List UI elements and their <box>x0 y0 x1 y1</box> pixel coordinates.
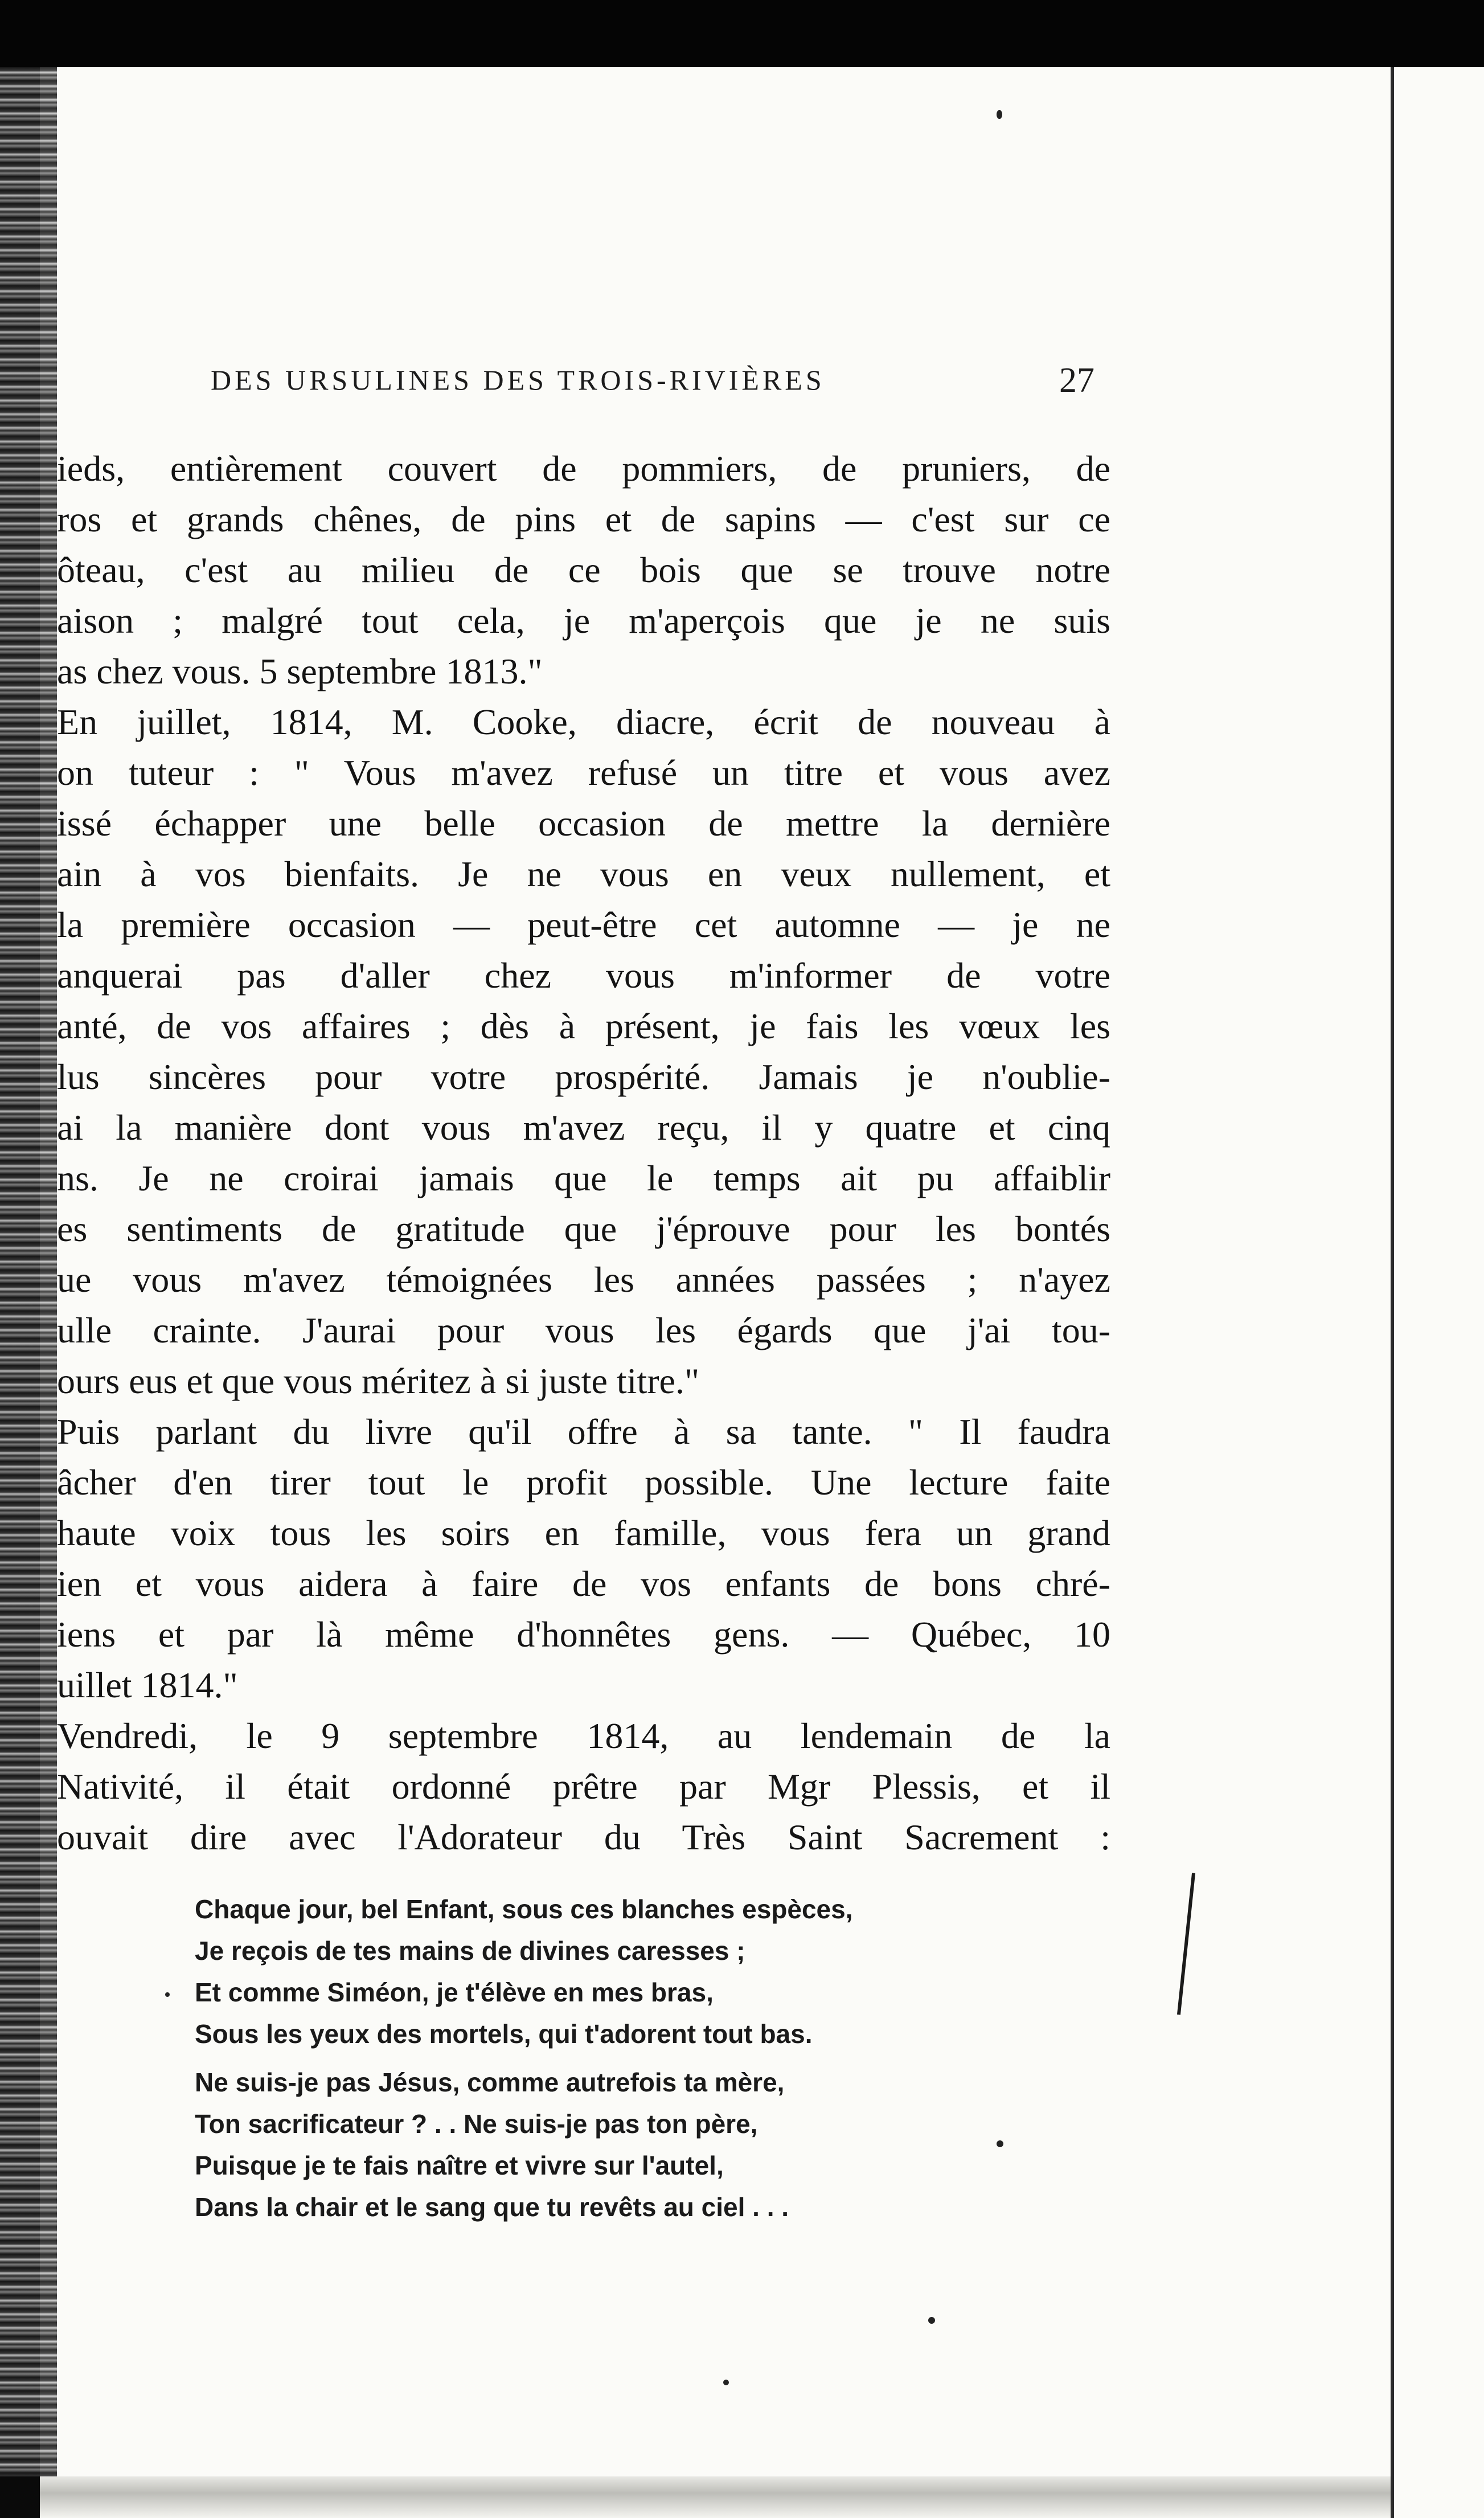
text-line: ue vous m'avez témoignées les années passées ; n'ayez <box>57 1259 1110 1300</box>
text-line: ieds, entièrement couvert de pommiers, de pruniers, de <box>57 448 1110 489</box>
text-line: ouvait dire avec l'Adorateur du Très Saint Sacrement : <box>57 1817 1110 1857</box>
text-line: ai la manière dont vous m'avez reçu, il y quatre et cinq <box>57 1107 1110 1148</box>
text-line: ns. Je ne croirai jamais que le temps ait pu affaiblir <box>57 1158 1110 1198</box>
text-line: es sentiments de gratitude que j'éprouve pour les bontés <box>57 1209 1110 1249</box>
verse-line: Ne suis-je pas Jésus, comme autrefois ta mère, <box>195 2067 785 2097</box>
scan-speck <box>928 2317 935 2324</box>
text-line: ien et vous aidera à faire de vos enfants de bons chré- <box>57 1563 1110 1604</box>
text-line: iens et par là même d'honnêtes gens. — Québec, 10 <box>57 1614 1110 1655</box>
running-head: DES URSULINES DES TROIS-RIVIÈRES <box>211 364 825 396</box>
text-line: ours eus et que vous méritez à si juste titre." <box>57 1361 700 1401</box>
text-line: Nativité, il était ordonné prêtre par Mgr Plessis, et il <box>57 1766 1110 1807</box>
text-line: ôteau, c'est au milieu de ce bois que se trouve notre <box>57 550 1110 590</box>
text-line: ain à vos bienfaits. Je ne vous en veux nullement, et <box>57 854 1110 894</box>
verse-line: Je reçois de tes mains de divines caresses ; <box>195 1936 745 1966</box>
text-line: ulle crainte. J'aurai pour vous les égards que j'ai tou- <box>57 1310 1110 1350</box>
scan-border-top <box>0 0 1484 68</box>
text-line: Puis parlant du livre qu'il offre à sa tante. " Il faudra <box>57 1411 1110 1452</box>
text-line: la première occasion — peut-être cet automne — je ne <box>57 904 1110 945</box>
scan-speck <box>997 2140 1003 2147</box>
text-line: uillet 1814." <box>57 1665 238 1705</box>
page-right-margin <box>1391 67 1484 2518</box>
text-line: ros et grands chênes, de pins et de sapins — c'est sur ce <box>57 499 1110 539</box>
scan-scratch <box>1177 1873 1195 2015</box>
verse-stanza-2 <box>195 2062 789 2228</box>
text-line: aison ; malgré tout cela, je m'aperçois que je ne suis <box>57 600 1110 641</box>
scan-speck <box>723 2380 729 2385</box>
verse-stanza-1 <box>195 1889 853 2055</box>
text-line: Vendredi, le 9 septembre 1814, au lendemain de la <box>57 1715 1110 1756</box>
text-line: on tuteur : " Vous m'avez refusé un titre et vous avez <box>57 752 1110 793</box>
page-number: 27 <box>1059 361 1094 400</box>
page-binding-edge <box>0 67 57 2476</box>
page-bottom-edge <box>40 2476 1391 2518</box>
verse-line: Et comme Siméon, je t'élève en mes bras, <box>195 1977 714 2007</box>
text-line: issé échapper une belle occasion de mettre la dernière <box>57 803 1110 844</box>
scan-speck <box>165 1992 170 1997</box>
text-line: anté, de vos affaires ; dès à présent, je fais les vœux les <box>57 1006 1110 1046</box>
body-text <box>57 443 1110 1862</box>
text-line: lus sincères pour votre prospérité. Jamais je n'oublie- <box>57 1057 1110 1097</box>
verse-line: Sous les yeux des mortels, qui t'adorent tout bas. <box>195 2019 813 2049</box>
book-page <box>40 67 1391 2476</box>
verse-line: Chaque jour, bel Enfant, sous ces blanches espèces, <box>195 1894 853 1924</box>
text-line: âcher d'en tirer tout le profit possible. Une lecture faite <box>57 1462 1110 1502</box>
verse-line: Ton sacrificateur ? . . Ne suis-je pas ton père, <box>195 2109 758 2139</box>
text-line: as chez vous. 5 septembre 1813." <box>57 651 543 691</box>
text-line: anquerai pas d'aller chez vous m'informer de votre <box>57 955 1110 996</box>
scan-speck <box>997 110 1002 119</box>
verse-line: Dans la chair et le sang que tu revêts au ciel . . . <box>195 2192 789 2222</box>
text-line: haute voix tous les soirs en famille, vous fera un grand <box>57 1513 1110 1553</box>
verse-line: Puisque je te fais naître et vivre sur l'autel, <box>195 2151 724 2180</box>
text-line: En juillet, 1814, M. Cooke, diacre, écrit de nouveau à <box>57 702 1110 742</box>
